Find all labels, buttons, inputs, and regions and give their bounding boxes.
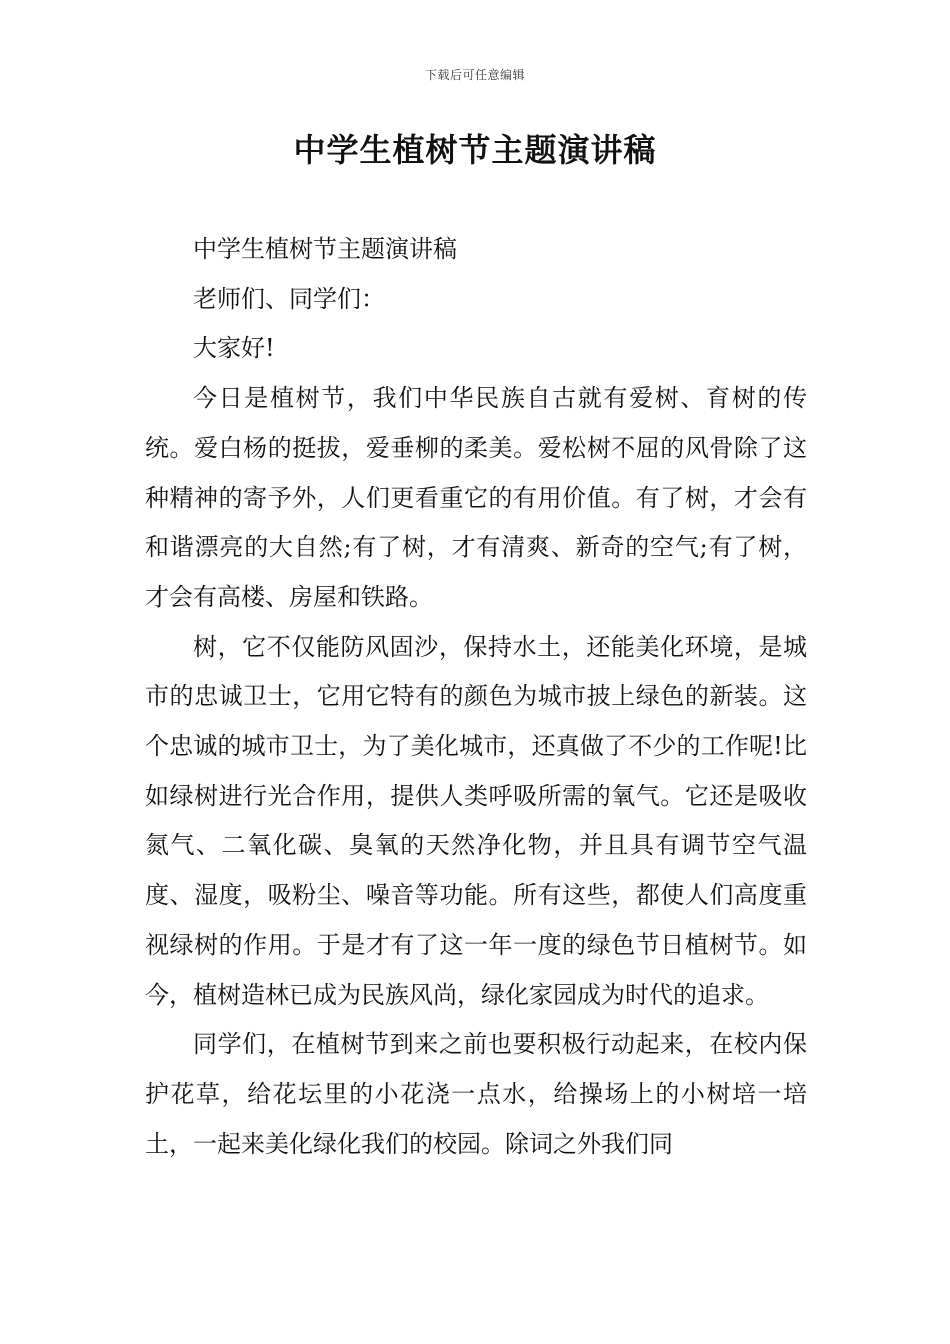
paragraph-body-2: 树，它不仅能防风固沙，保持水土，还能美化环境，是城市的忠诚卫士，它用它特有的颜色为城市披上绿色的新装。这个忠诚的城市卫士，为了美化城市，还真做了不少的工作呢!比如绿树进行光合作用，提供人类呼吸所需的氧气。它还是吸收氮气、二氧化碳、臭氧的天然净化物，并且具有调节空气温度、湿度，吸粉尘、噪音等功能。所有这些，都使人们高度重视绿树的作用。于是才有了这一年一度的绿色节日植树节。如今，植树造林已成为民族风尚，绿化家园成为时代的追求。: [145, 632, 807, 1009]
paragraph-body-1: 今日是植树节，我们中华民族自古就有爱树、育树的传统。爱白杨的挺拔，爱垂柳的柔美。爱松树不屈的风骨除了这种精神的寄予外，人们更看重它的有用价值。有了树，才会有和谐漂亮的大自然;有了树，才有清爽、新奇的空气;有了树，才会有高楼、房屋和铁路。: [145, 384, 807, 611]
paragraph-greeting: 大家好!: [193, 334, 275, 363]
paragraph-body-3: 同学们，在植树节到来之前也要积极行动起来，在校内保护花草，给花坛里的小花浇一点水，给操场上的小树培一培土，一起来美化绿化我们的校园。除词之外我们同: [145, 1030, 807, 1158]
header-note: 下载后可任意编辑: [424, 68, 525, 82]
document-title: 中学生植树节主题演讲稿: [293, 131, 657, 169]
paragraph-subtitle: 中学生植树节主题演讲稿: [193, 235, 457, 263]
document-body: [145, 225, 807, 1169]
paragraph-salutation: 老师们、同学们：: [193, 284, 385, 313]
